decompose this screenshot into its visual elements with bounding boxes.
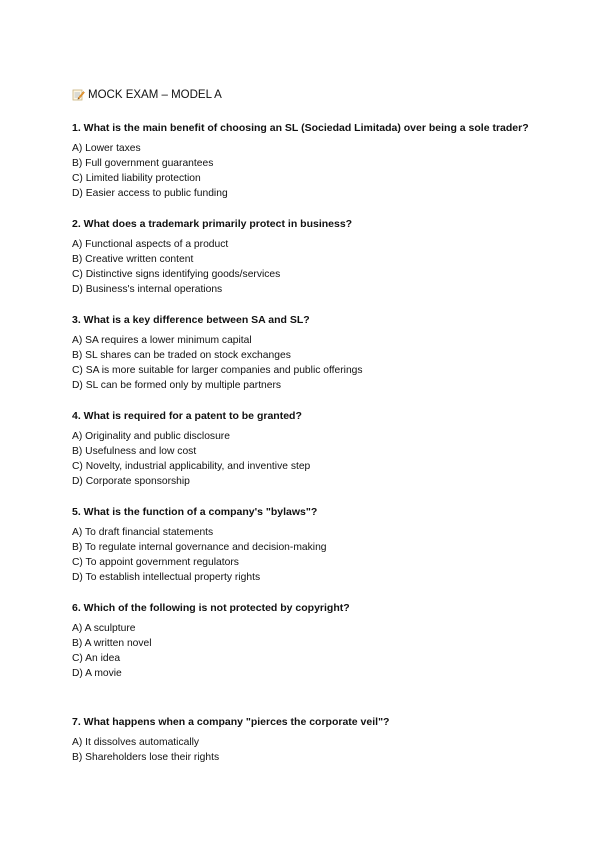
question-1 [72, 121, 532, 201]
question-6 [72, 601, 532, 681]
answer-option: C) An idea [72, 653, 121, 664]
answer-option: D) A movie [72, 668, 122, 679]
answer-option: D) Business's internal operations [72, 284, 223, 295]
question-text: 6. Which of the following is not protected by copyright? [72, 602, 350, 614]
question-text: 2. What does a trademark primarily protect in business? [72, 218, 353, 230]
exam-title-text: MOCK EXAM – MODEL A [88, 88, 222, 101]
answer-option: D) SL can be formed only by multiple partners [72, 380, 282, 391]
answer-option: B) Shareholders lose their rights [72, 752, 220, 763]
question-5 [72, 505, 532, 585]
memo-icon [72, 88, 85, 101]
answer-option: B) SL shares can be traded on stock exchanges [72, 350, 291, 361]
question-3 [72, 313, 532, 393]
answer-option: B) Full government guarantees [72, 158, 214, 169]
answer-option: B) Creative written content [72, 254, 194, 265]
question-7 [72, 715, 532, 765]
answer-option: C) Novelty, industrial applicability, and inventive step [72, 461, 311, 472]
answer-option: A) It dissolves automatically [72, 737, 200, 748]
answer-option: B) Usefulness and low cost [72, 446, 197, 457]
answer-option: B) A written novel [72, 638, 152, 649]
answer-option: D) To establish intellectual property rights [72, 572, 261, 583]
answer-option: A) A sculpture [72, 623, 136, 634]
answer-option: A) Lower taxes [72, 143, 141, 154]
answer-option: C) SA is more suitable for larger companies and public offerings [72, 365, 363, 376]
question-text: 5. What is the function of a company's "bylaws"? [72, 506, 318, 518]
answer-option: D) Easier access to public funding [72, 188, 228, 199]
answer-option: B) To regulate internal governance and decision-making [72, 542, 327, 553]
answer-option: C) To appoint government regulators [72, 557, 239, 568]
question-2 [72, 217, 532, 297]
exam-title [72, 88, 532, 101]
exam-page [72, 88, 532, 781]
question-4 [72, 409, 532, 489]
question-text: 3. What is a key difference between SA and SL? [72, 314, 310, 326]
question-text: 7. What happens when a company "pierces the corporate veil"? [72, 716, 390, 728]
answer-option: C) Distinctive signs identifying goods/services [72, 269, 281, 280]
question-text: 1. What is the main benefit of choosing an SL (Sociedad Limitada) over being a sole trader? [72, 122, 529, 134]
answer-option: A) SA requires a lower minimum capital [72, 335, 252, 346]
answer-option: D) Corporate sponsorship [72, 476, 190, 487]
answer-option: A) To draft financial statements [72, 527, 214, 538]
question-text: 4. What is required for a patent to be granted? [72, 410, 302, 422]
answer-option: A) Functional aspects of a product [72, 239, 229, 250]
answer-option: A) Originality and public disclosure [72, 431, 230, 442]
answer-option: C) Limited liability protection [72, 173, 201, 184]
